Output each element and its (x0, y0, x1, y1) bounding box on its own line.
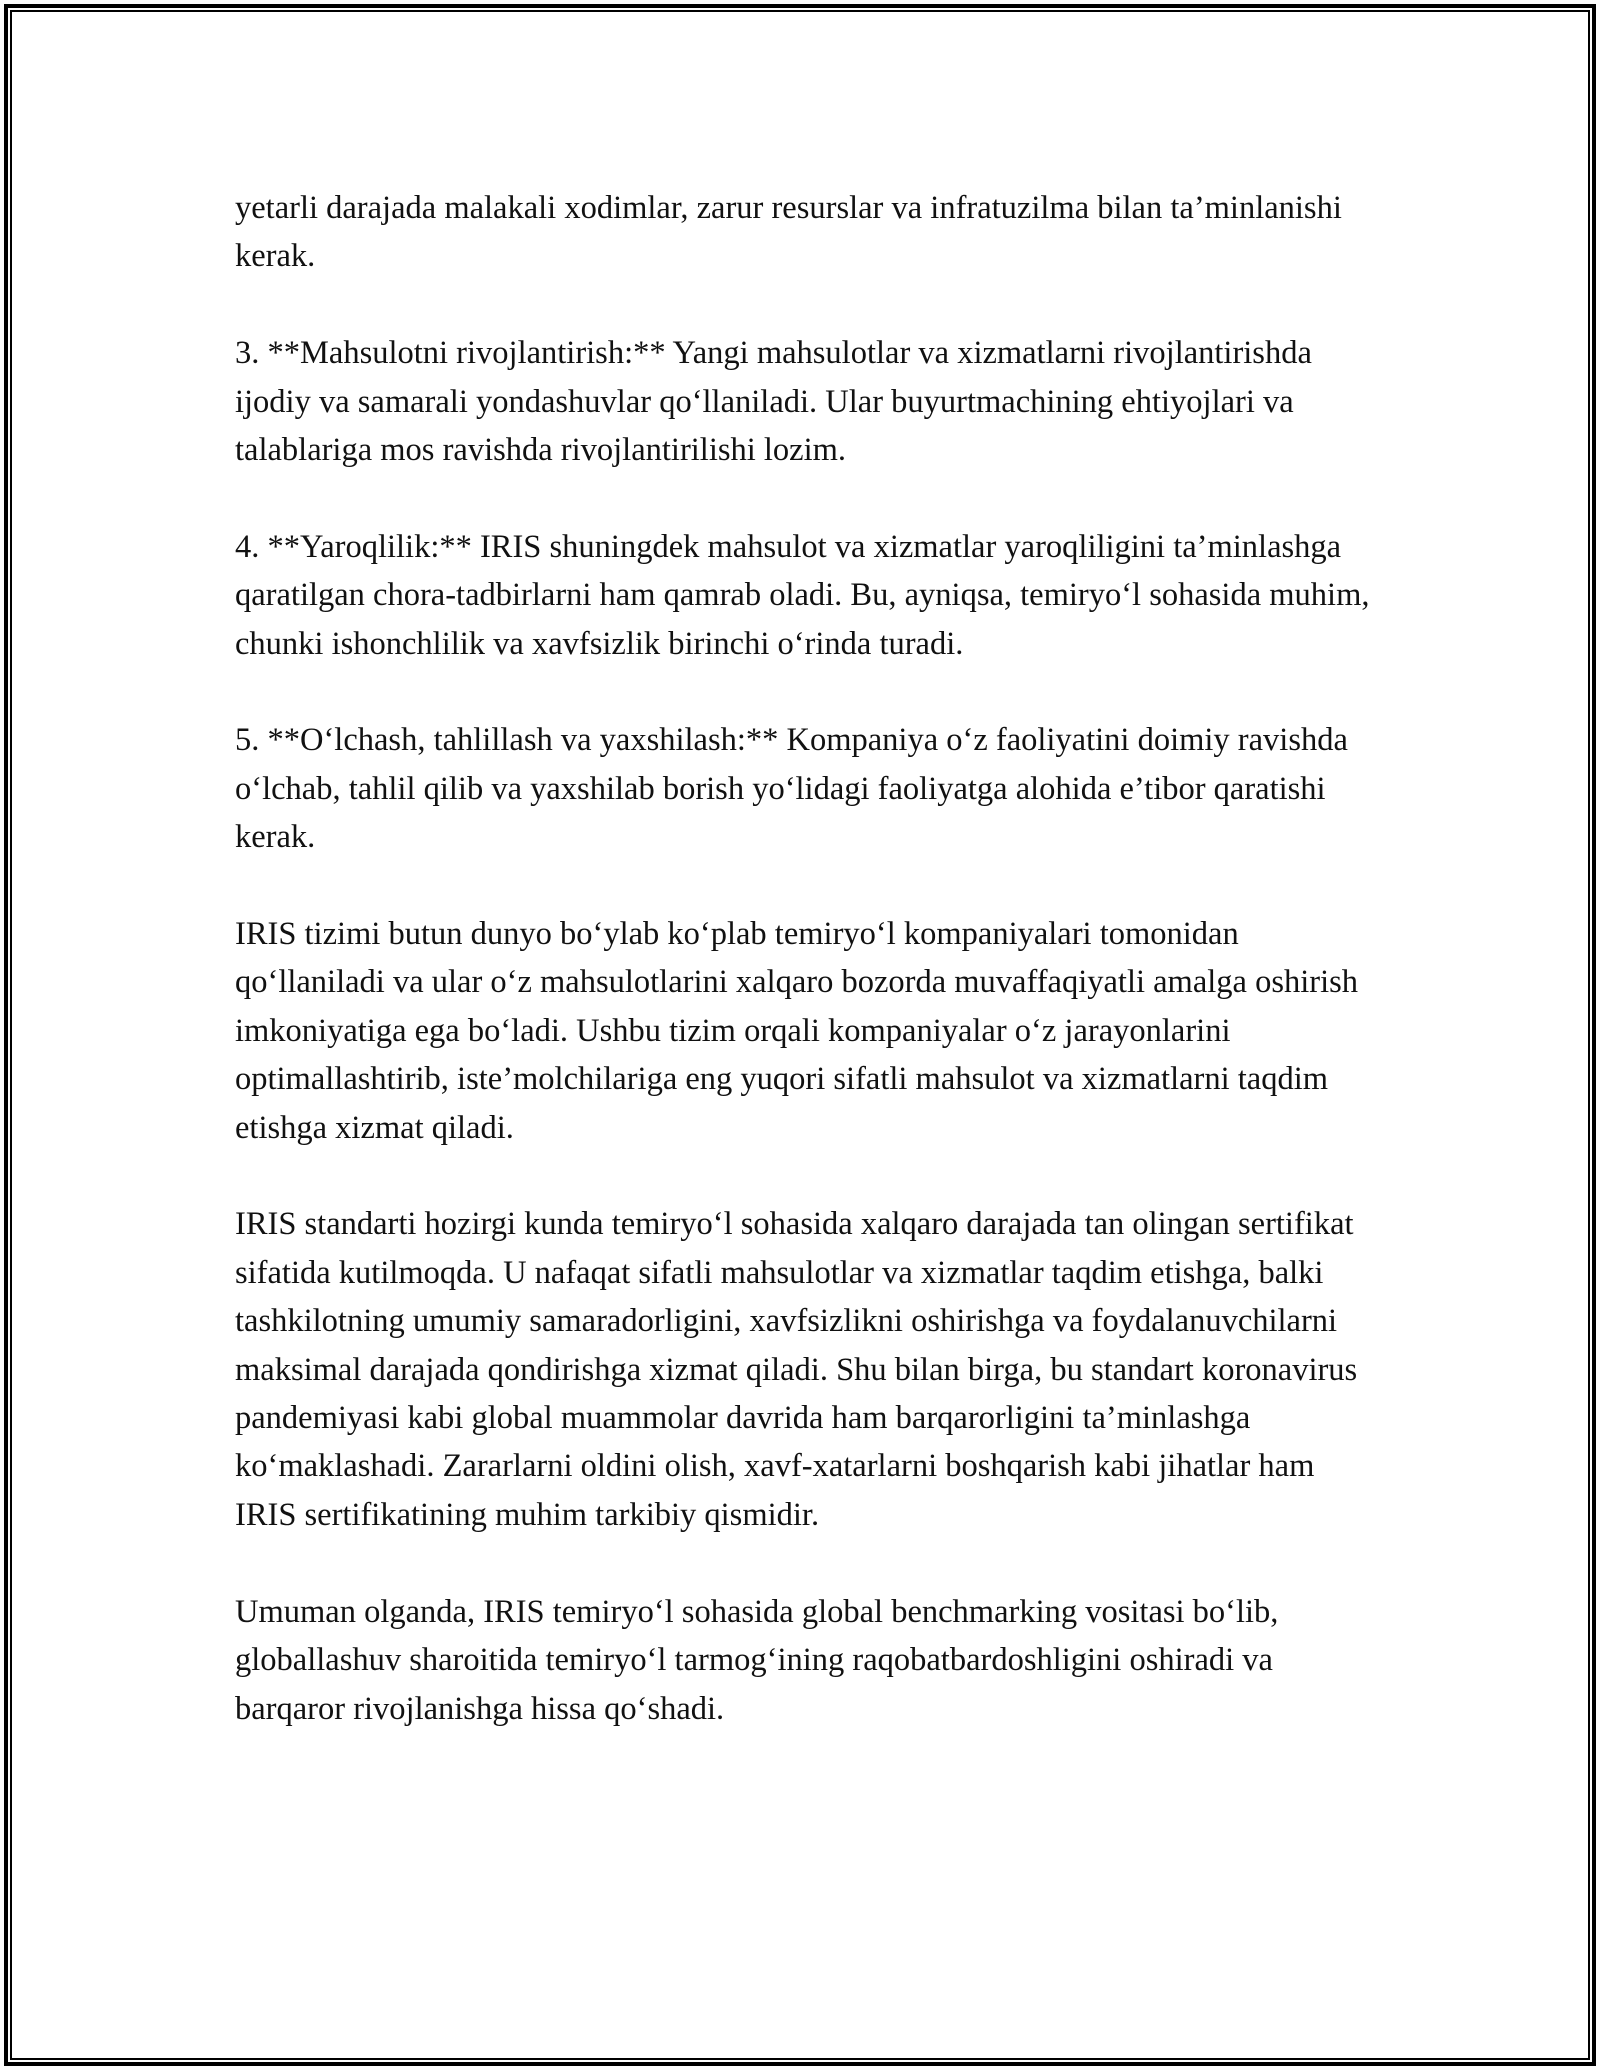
paragraph-continuation: yetarli darajada malakali xodimlar, zarur resurslar va infratuzilma bilan ta’minlanishi kerak. (235, 190, 1342, 275)
paragraph-iris-standard: IRIS standarti hozirgi kunda temiryo‘l sohasida xalqaro darajada tan olingan sertifikat sifatida kutilmoqda. U nafaqat sifatli mahsulotlar va xizmatlar taqdim etishga, balki tashkilotning umumiy samaradorligini, xavfsizlikni oshirishga va foydalanuvchilarni maksimal darajada qondirishga xizmat qiladi. Shu bilan birga, bu standart koronavirus pandemiyasi kabi global muammolar davrida ham barqarorligini ta’minlashga ko‘maklashadi. Zararlarni oldini olish, xavf-xatarlarni boshqarish kabi jihatlar ham IRIS sertifikatining muhim tarkibiy qismidir. (235, 1206, 1358, 1533)
paragraph-conclusion: Umuman olganda, IRIS temiryo‘l sohasida global benchmarking vositasi bo‘lib, globallashuv sharoitida temiryo‘l tarmog‘ining raqobatbardoshligini oshiradi va barqaror rivojlanishga hissa qo‘shadi. (235, 1593, 1279, 1727)
document-body (235, 184, 1375, 1781)
paragraph-iris-system: IRIS tizimi butun dunyo bo‘ylab ko‘plab temiryo‘l kompaniyalari tomonidan qo‘llaniladi va ular o‘z mahsulotlarini xalqaro bozorda muvaffaqiyatli amalga oshirish imkoniyatiga ega bo‘ladi. Ushbu tizim orqali kompaniyalar o‘z jarayonlarini optimallashtirib, iste’molchilariga eng yuqori sifatli mahsulot va xizmatlarni taqdim etishga xizmat qiladi. (235, 916, 1359, 1146)
list-item-measurement: 5. **O‘lchash, tahlillash va yaxshilash:** Kompaniya o‘z faoliyatini doimiy ravishda o‘lchab, tahlil qilib va yaxshilab borish yo‘lidagi faoliyatga alohida e’tibor qaratishi kerak. (235, 722, 1348, 856)
list-item-suitability: 4. **Yaroqlilik:** IRIS shuningdek mahsulot va xizmatlar yaroqliligini ta’minlashga qaratilgan chora-tadbirlarni ham qamrab oladi. Bu, ayniqsa, temiryo‘l sohasida muhim, chunki ishonchlilik va xavfsizlik birinchi o‘rinda turadi. (235, 528, 1370, 662)
list-item-product-development: 3. **Mahsulotni rivojlantirish:** Yangi mahsulotlar va xizmatlarni rivojlantirishda ijodiy va samarali yondashuvlar qo‘llaniladi. Ular buyurtmachining ehtiyojlari va talablariga mos ravishda rivojlantirilishi lozim. (235, 335, 1312, 469)
